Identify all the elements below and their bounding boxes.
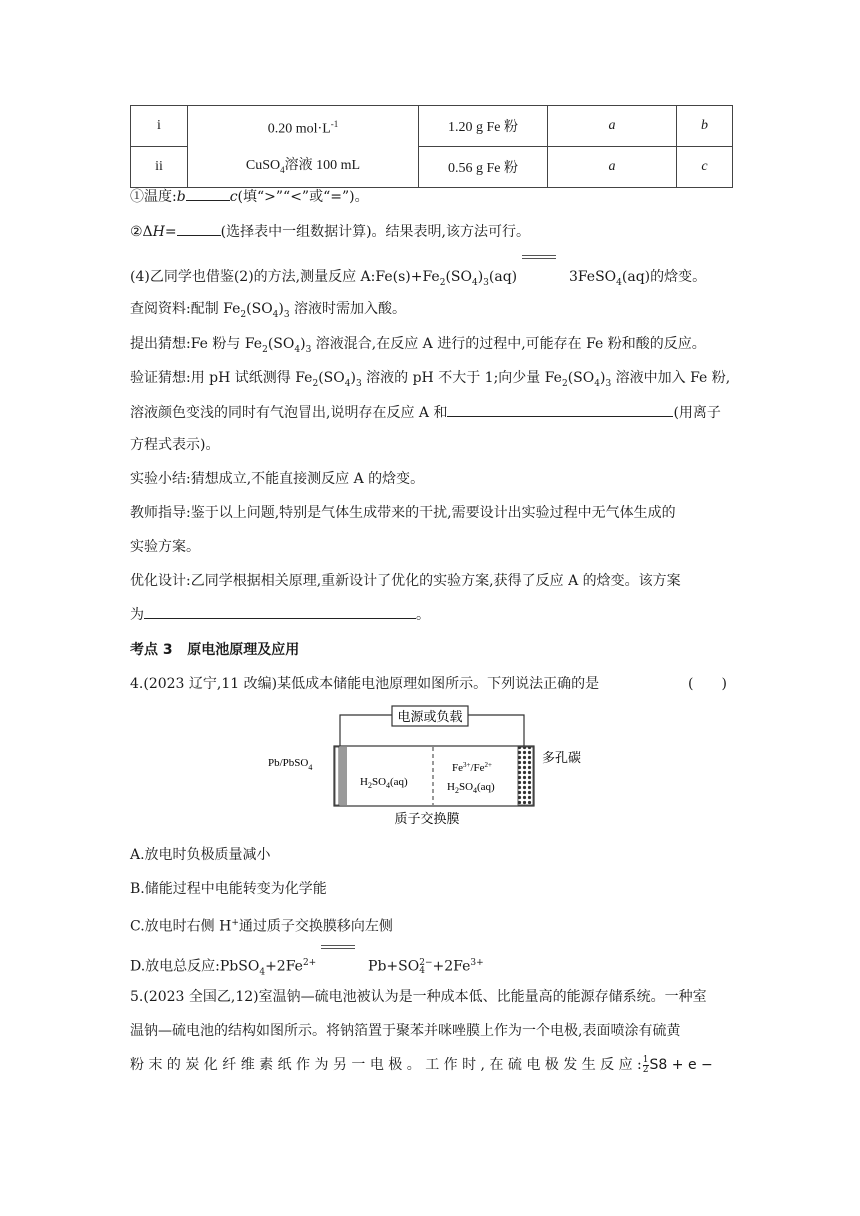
option-b: B.储能过程中电能转变为化学能 [130,881,327,897]
p4-line-8: 教师指导:鉴于以上问题,特别是气体生成带来的干扰,需要设计出实验过程中无气体生成的 [130,505,676,521]
condition-line-2: CuSO$_4$溶液 100 mL [245,157,361,175]
condition-line-1: 0.20 $mol\cdot L^{-1}$ [267,119,339,137]
fraction: $\frac{1}{2}$ [642,1054,649,1075]
question-5-line-1: 5.(2023 全国乙,12)室温钠—硫电池被认为是一种成本低、比能量高的能源存储系统。一种室 [130,989,707,1005]
question-1: ①温度:b c(填“>”“<”或“=”)。 [130,186,369,207]
battery-diagram-svg [262,705,602,835]
p4-line-3: 提出猜想:Fe 粉与 $Fe_2(SO_4)_3$ 溶液混合,在反应 A 进行的过程中,可能存在 Fe 粉和酸的反应。 [130,336,706,355]
equals-sign [522,267,556,281]
p4-line-5: 溶液颜色变浅的同时有气泡冒出,说明存在反应 A 和 (用离子 [130,402,721,423]
option-d: D.放电总反应$:PbSO_4+2Fe^{2+}$ Pb+SO 2− 4 $+2Fe^{3+}$ [130,957,484,978]
p4-line-10: 优化设计:乙同学根据相关原理,重新设计了优化的实验方案,获得了反应 A 的焓变。该方案 [130,573,681,589]
right-ion-label: $Fe^{3+}/Fe^{2+}$ [452,761,492,774]
porous-carbon-label: 多孔碳 [542,751,582,766]
lead-plate [335,747,339,805]
p4-line-4: 验证猜想:用 pH 试纸测得 $Fe_2(SO_4)_3$ 溶液的 pH 不大于 1;向少量 $Fe_2(SO_4)_3$ 溶液中加入 Fe 粉, [130,370,731,389]
p4-line-11: 为 。 [130,604,430,625]
load-label: 电源或负载 [397,710,463,725]
row-id: ii [131,147,188,188]
equals-sign [321,957,355,971]
right-solution-label: $H_2SO_4(aq)$ [447,781,495,795]
temp-cell: c [677,147,733,188]
membrane-label: 质子交换膜 [394,812,460,827]
p4-line-1: (4)乙同学也借鉴(2)的方法,测量反应 $A:Fe(s)+Fe_2(SO_4)_3(aq)$ 3FeSO$_4$(aq)的焓变。 [130,269,707,288]
question-4-stem: 4.(2023 辽宁,11 改编)某低成本储能电池原理如图所示。下列说法正确的是 [130,676,600,692]
left-solution-label: $H_2SO_4(aq)$ [360,776,408,790]
right-wire [468,715,524,746]
porous-carbon-electrode [518,747,533,805]
temp-cell: a [548,147,677,188]
table-row [131,106,733,147]
data-table [130,105,733,188]
mass-cell: 0.56 g Fe 粉 [419,147,548,188]
left-wire [340,715,392,746]
option-c: C.放电时右侧 H+通过质子交换膜移向左侧 [130,918,393,935]
answer-paren: ( ) [688,676,727,692]
p4-line-7: 实验小结:猜想成立,不能直接测反应 A 的焓变。 [130,471,425,487]
p4-line-9: 实验方案。 [130,539,200,555]
row-id: i [131,106,188,147]
temp-cell: a [548,106,677,147]
mass-cell: 1.20 g Fe 粉 [419,106,548,147]
p4-line-6: 方程式表示)。 [130,437,220,453]
battery-diagram [262,705,602,835]
option-a: A.放电时负极质量减小 [130,847,271,863]
question-2: ②ΔH= (选择表中一组数据计算)。结果表明,该方法可行。 [130,221,530,242]
p4-line-2: 查阅资料:配制 $Fe_2(SO_4)_3$ 溶液时需加入酸。 [130,301,407,320]
left-electrode-label: Pb/PbSO$_4$ [268,757,313,772]
question-5-line-3: 粉 末 的 炭 化 纤 维 素 纸 作 为 另 一 电 极 。 工 作 时 , 在 硫 电 极 发 生 反 应 : $\frac{1}{2}$ S8 + e − [130,1054,713,1075]
condition-cell [188,106,419,188]
section-heading: 考点 3 原电池原理及应用 [130,642,300,658]
question-5-line-2: 温钠—硫电池的结构如图所示。将钠箔置于聚苯并咪唑膜上作为一个电极,表面喷涂有硫黄 [130,1023,681,1039]
pbso4-layer [339,747,347,805]
temp-cell: b [677,106,733,147]
